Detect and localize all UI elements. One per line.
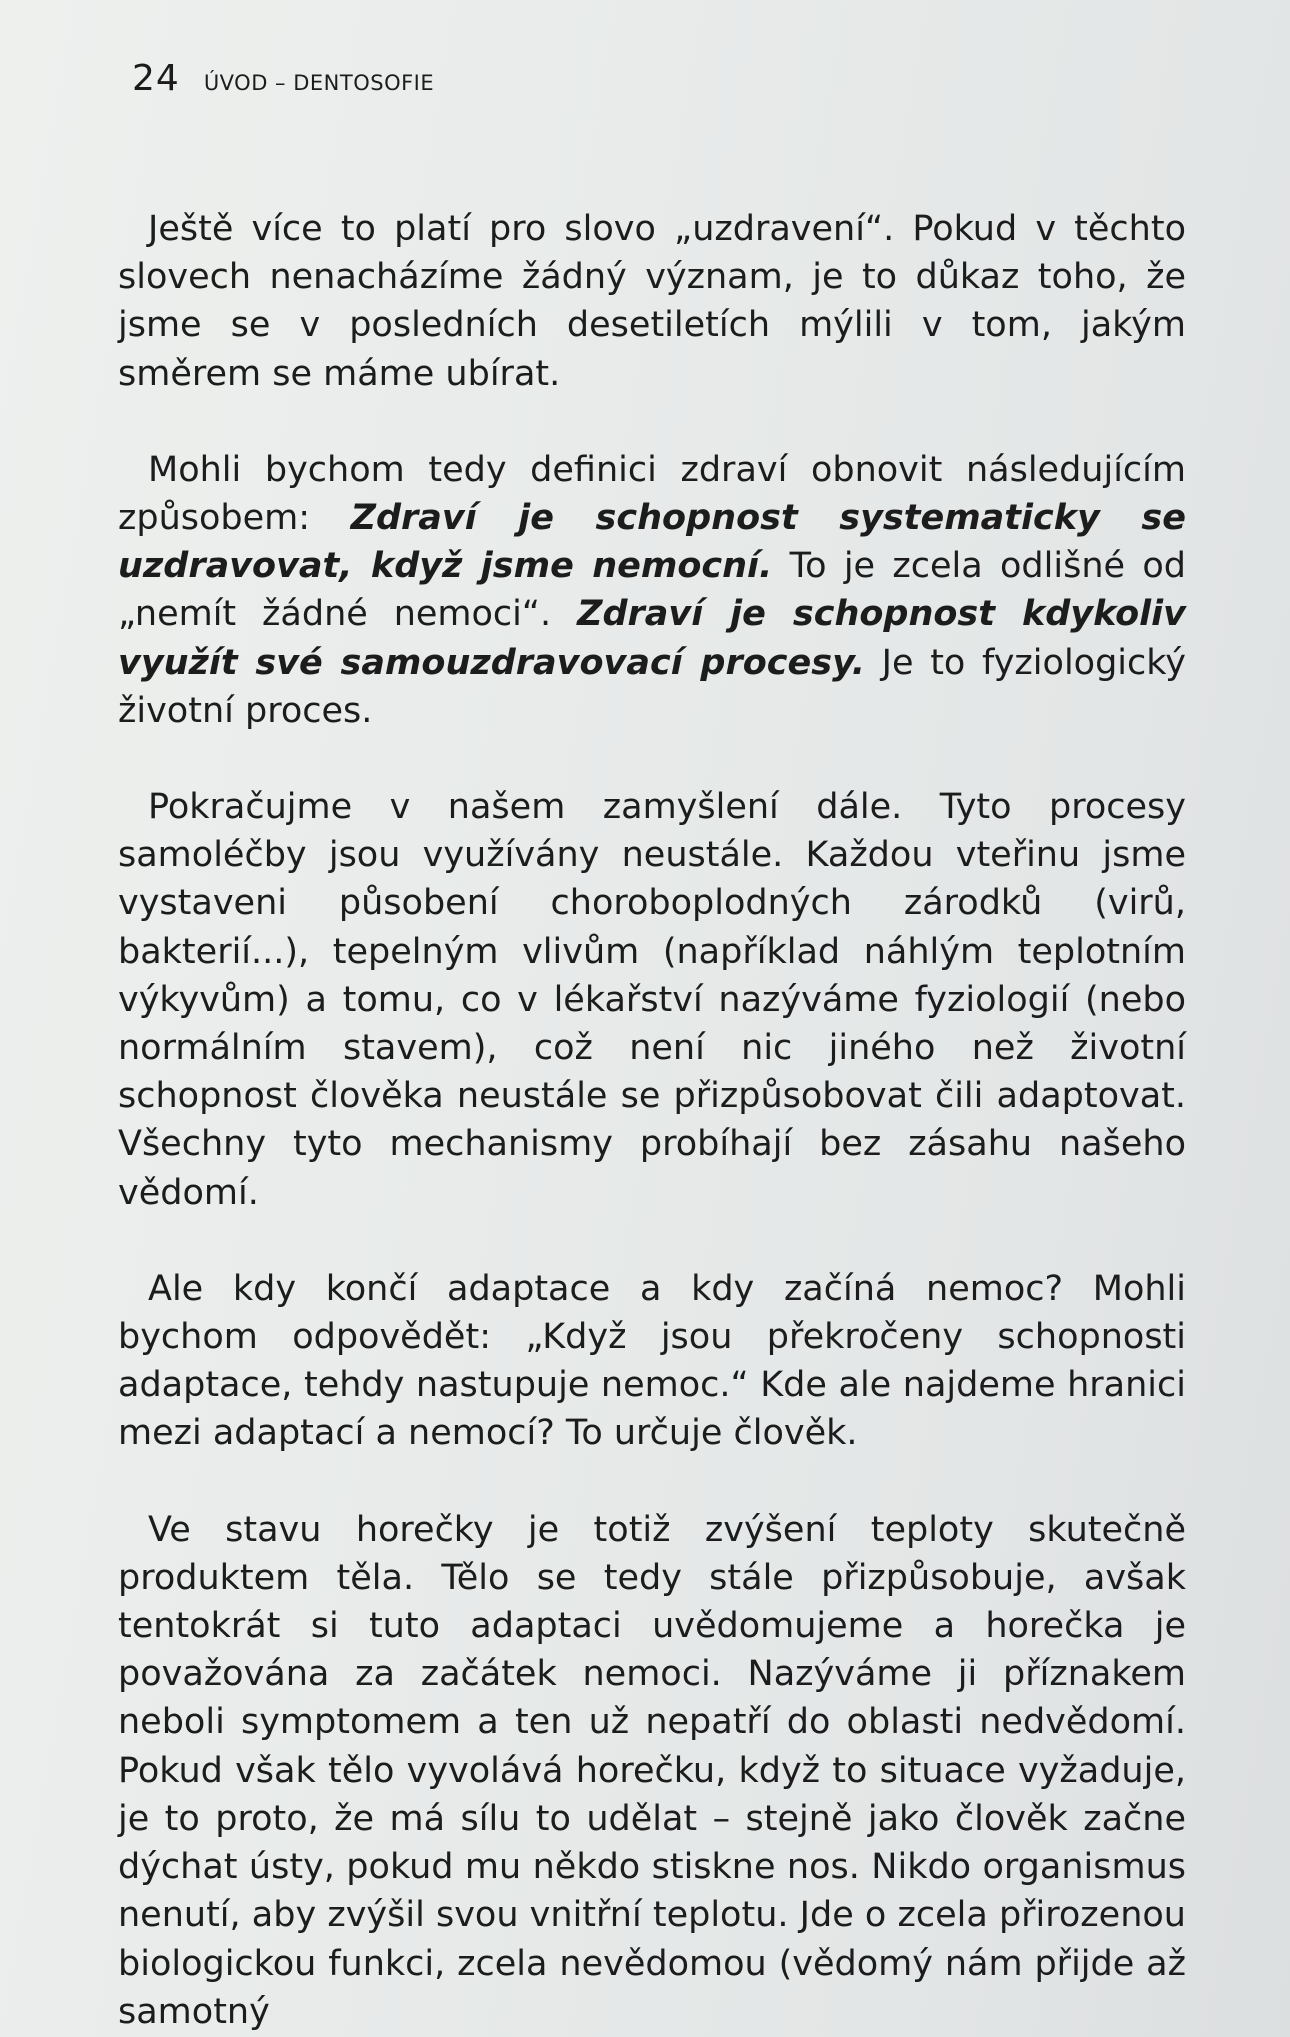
paragraph-3: Pokračujme v našem zamyšlení dále. Tyto procesy samoléčby jsou využívány neustále. Každou vteřinu jsme vystaveni působení choroboplodných zárodků (virů, bakterií...), tepelným vlivům (například náhlým teplotním výkyvům) a tomu, co v lékařství nazýváme fyziologií (nebo normálním stavem), což není nic jiného než životní schopnost člověka neustále se přizpůsobovat čili adaptovat. Všechny tyto mechanismy probíhají bez zásahu našeho vědomí. bbox=[118, 787, 1186, 1213]
page-number: 24 bbox=[132, 58, 180, 99]
body-text bbox=[118, 205, 1186, 2036]
running-head bbox=[132, 58, 434, 99]
paragraph-2-text-2: To je zcela odlišné od „nemít žádné nemoci“. bbox=[118, 546, 1186, 635]
paragraph-5: Ve stavu horečky je totiž zvýšení teploty skutečně produktem těla. Tělo se tedy stále přizpůsobuje, avšak tentokrát si tuto adaptaci uvědomujeme a horečka je považována za začátek nemoci. Nazýváme ji příznakem neboli symptomem a ten už nepatří do oblasti nedvědomí. Pokud však tělo vyvolává horečku, když to situace vyžaduje, je to proto, že má sílu to udělat – stejně jako člověk začne dýchat ústy, pokud mu někdo stiskne nos. Nikdo organismus nenutí, aby zvýšil svou vnitřní teplotu. Jde o zcela přirozenou biologickou funkci, zcela nevědomou (vědomý nám přijde až samotný bbox=[118, 1509, 1186, 2032]
paragraph-1: Ještě více to platí pro slovo „uzdravení“. Pokud v těchto slovech nenacházíme žádný význam, je to důkaz toho, že jsme se v posledních desetiletích mýlili v tom, jakým směrem se máme ubírat. bbox=[118, 209, 1186, 394]
paragraph-2-emphasis-2: Zdraví je schopnost kdykoliv využít své samouzdravovací procesy. bbox=[118, 594, 1186, 683]
paragraph-2 bbox=[118, 446, 1186, 735]
paragraph-2-text-1: Mohli bychom tedy definici zdraví obnovit následujícím způsobem: bbox=[118, 449, 1186, 539]
paragraph-4: Ale kdy končí adaptace a kdy začíná nemoc? Mohli bychom odpovědět: „Když jsou překročeny schopnosti adaptace, tehdy nastupuje nemoc.“ Kde ale najdeme hranici mezi adaptací a nemocí? To určuje člověk. bbox=[118, 1268, 1186, 1454]
paragraph-2-emphasis-1: Zdraví je schopnost systematicky se uzdravovat, když jsme nemocní. bbox=[118, 498, 1186, 587]
running-title: ÚVOD – DENTOSOFIE bbox=[203, 71, 435, 95]
paragraph-2-text-3: Je to fyziologický životní proces. bbox=[118, 642, 1186, 731]
